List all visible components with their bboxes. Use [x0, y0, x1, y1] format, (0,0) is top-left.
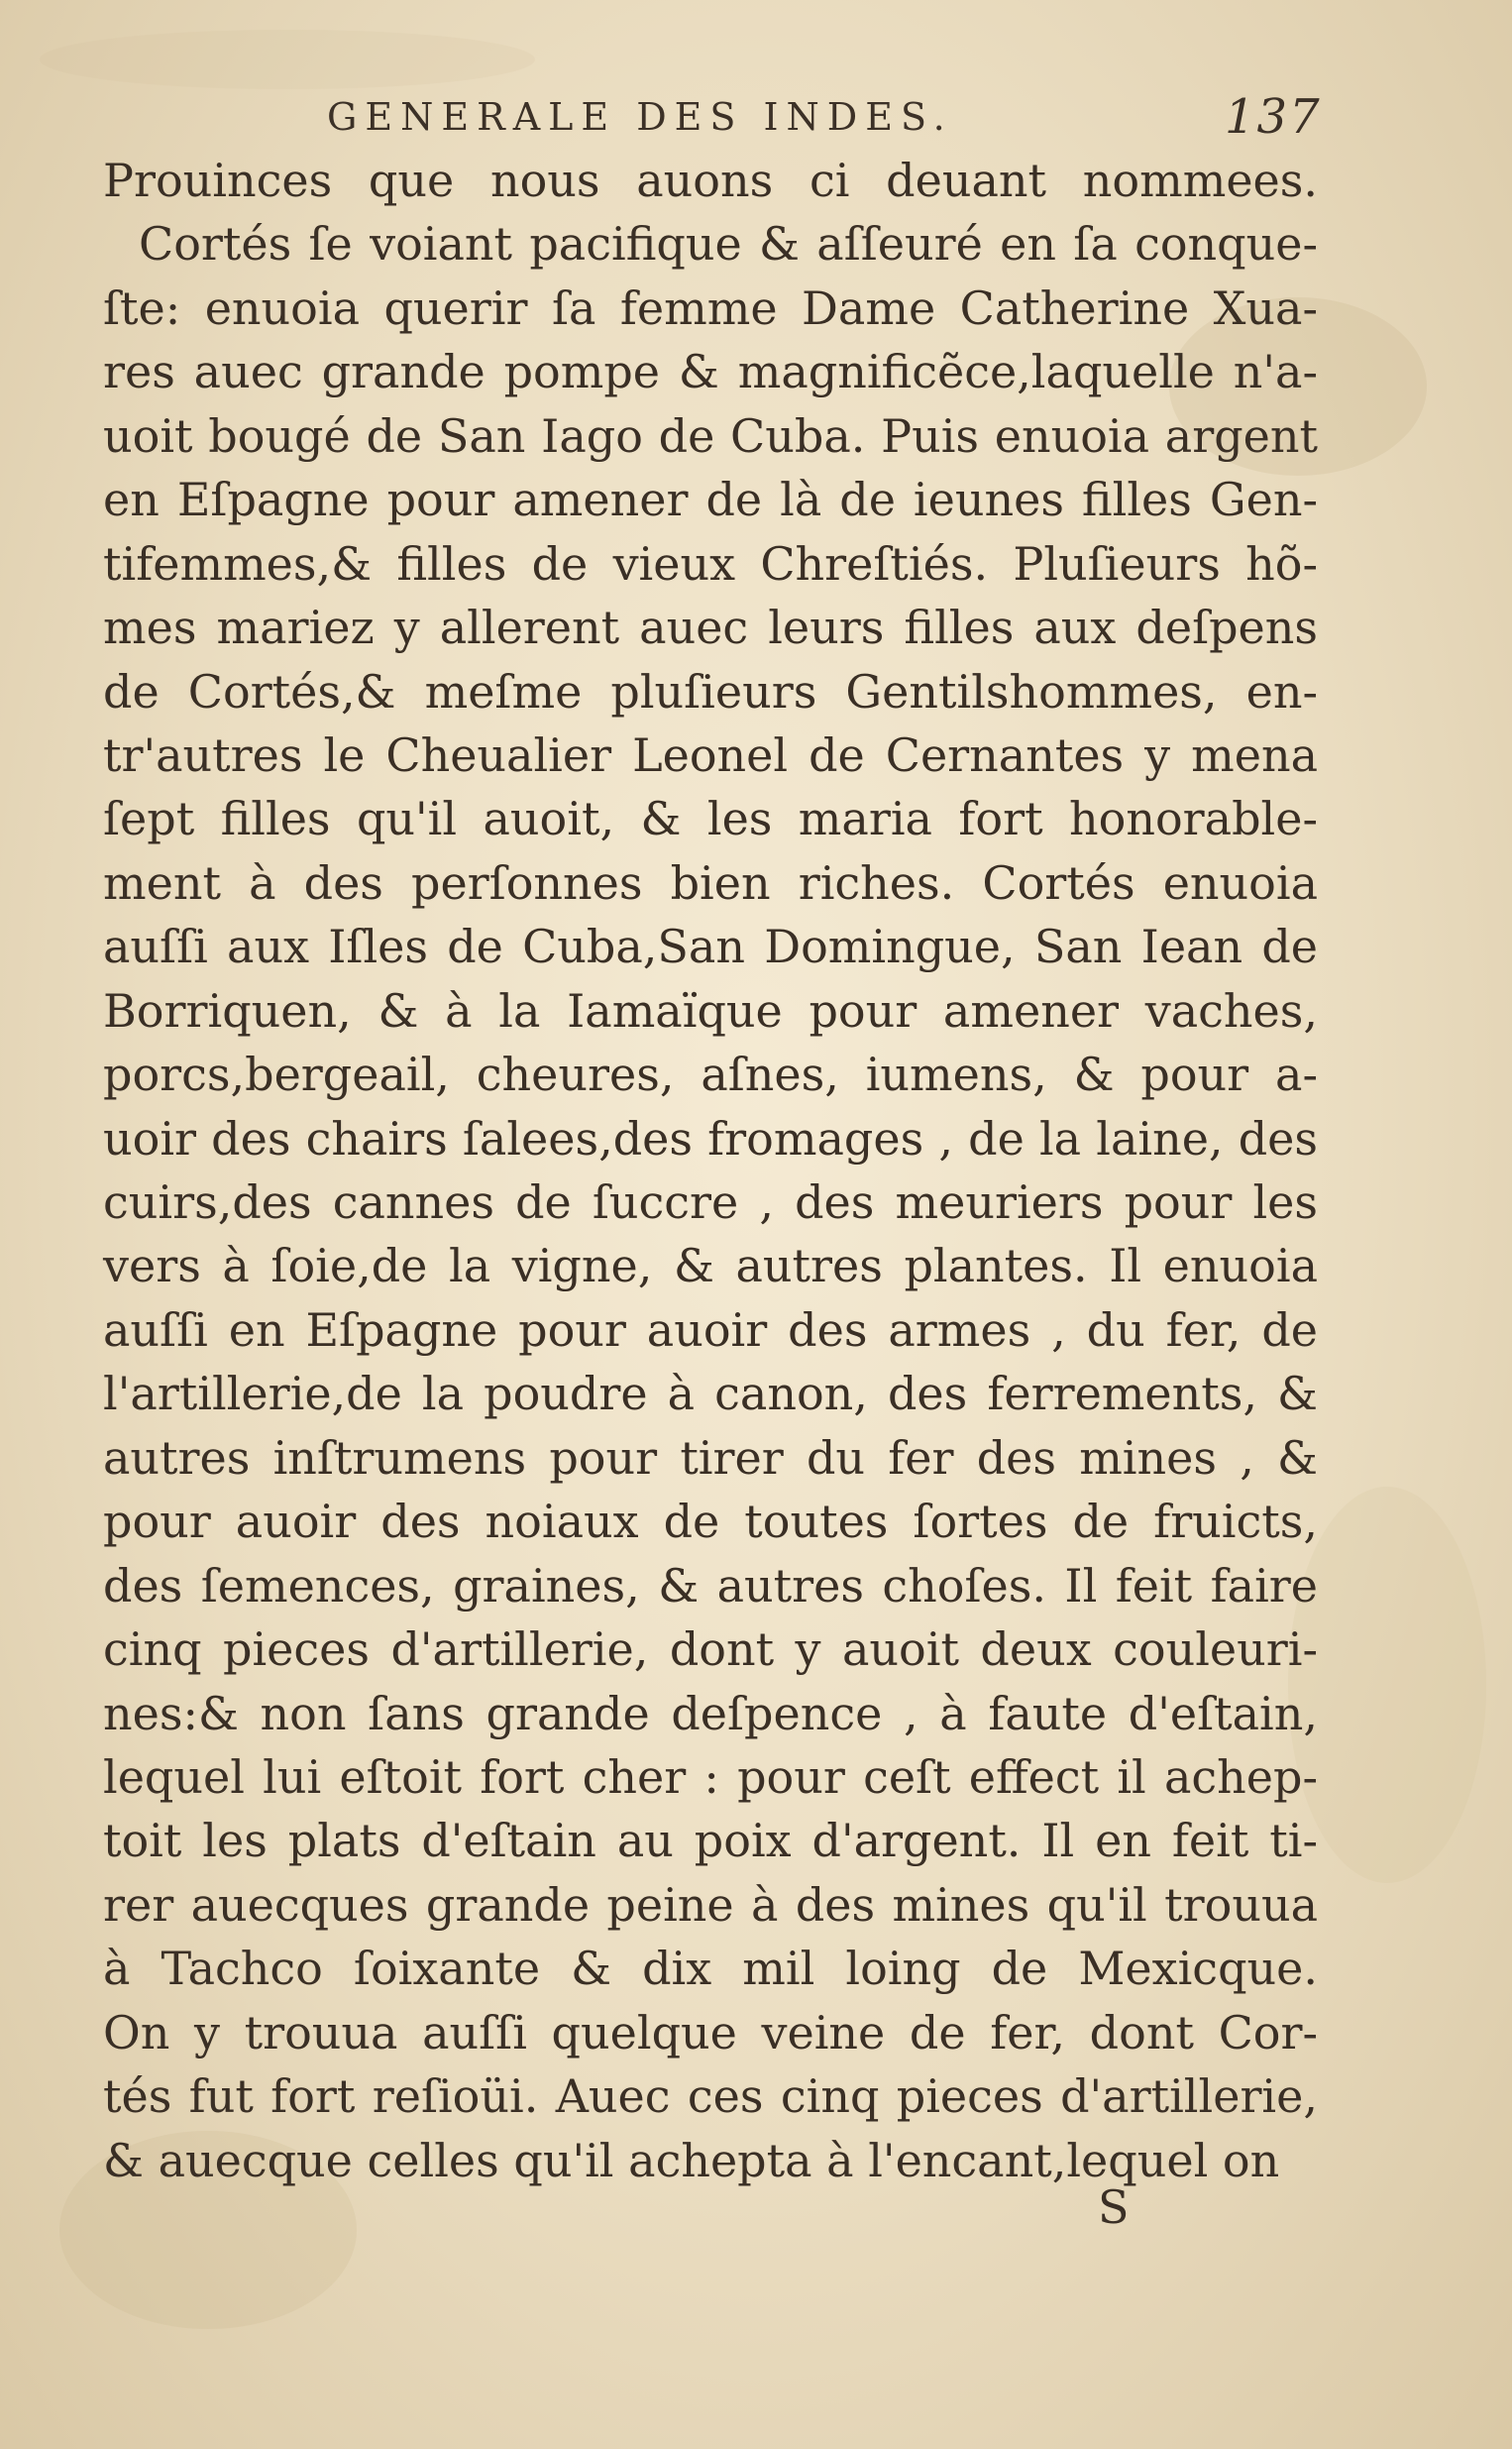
text-line: On y trouua auſſi quelque veine de fer, dont Cor- — [103, 2005, 1318, 2059]
paper-stain — [40, 30, 535, 89]
text-line: des ſemences, graines, & autres choſes. Il feit faire — [103, 1558, 1318, 1613]
text-line: Borriquen, & à la Iamaïque pour amener vaches, — [103, 983, 1318, 1038]
text-line: rer auecques grande peine à des mines qu'il trouua — [103, 1877, 1318, 1932]
text-line: Cortés ſe voiant pacifique & aſſeuré en ſa conque- — [139, 217, 1318, 272]
text-line: cinq pieces d'artillerie, dont y auoit deux couleuri- — [103, 1622, 1318, 1677]
text-line: pour auoir des noiaux de toutes ſortes de fruicts, — [103, 1495, 1318, 1549]
text-line: ment à des perſonnes bien riches. Cortés enuoia — [103, 855, 1318, 910]
text-line: Prouinces que nous auons ci deuant nommees. — [103, 154, 1318, 207]
text-line: res auec grande pompe & magnificẽce,laquelle n'a- — [103, 345, 1318, 399]
text-line: uoir des chairs ſalees,des fromages , de la laine, des — [103, 1111, 1318, 1166]
text-line: tr'autres le Cheualier Leonel de Cernantes y mena — [103, 727, 1318, 782]
text-line: lequel lui eſtoit fort cher : pour ceſt effect il achep- — [103, 1749, 1318, 1804]
body-text — [103, 149, 1318, 2192]
text-line: nes:& non ſans grande deſpence , à faute d'eſtain, — [103, 1686, 1318, 1740]
text-line: uoit bougé de San Iago de Cuba. Puis enuoia argent — [103, 408, 1318, 463]
text-line: l'artillerie,de la poudre à canon, des ferrements, & — [103, 1367, 1318, 1421]
text-line: cuirs,des cannes de ſuccre , des meuriers pour les — [103, 1175, 1318, 1229]
text-line: autres inſtrumens pour tirer du fer des mines , & — [103, 1430, 1318, 1485]
signature-mark: S — [1098, 2180, 1130, 2234]
text-line: vers à ſoie,de la vigne, & autres plantes. Il enuoia — [103, 1239, 1318, 1293]
text-line: tés fut fort reſioüi. Auec ces cinq pieces d'artillerie, — [103, 2069, 1318, 2124]
text-line: ſept filles qu'il auoit, & les maria fort honorable- — [103, 792, 1318, 846]
text-line: toit les plats d'eſtain au poix d'argent. Il en feit ti- — [103, 1814, 1318, 1868]
paper-stain — [1288, 1487, 1486, 1883]
text-line: porcs,bergeail, cheures, aſnes, iumens, & pour a- — [103, 1048, 1318, 1102]
text-line: mes mariez y allerent auec leurs filles aux deſpens — [103, 601, 1318, 655]
text-line: auſſi en Eſpagne pour auoir des armes , du fer, de — [103, 1302, 1318, 1357]
text-line: de Cortés,& meſme pluſieurs Gentilshommes, en- — [103, 664, 1318, 719]
text-line: tifemmes,& filles de vieux Chreſtiés. Pluſieurs hõ- — [103, 536, 1318, 591]
text-line: à Tachco ſoixante & dix mil loing de Mexicque. — [103, 1942, 1318, 1996]
page-number: 137 — [1225, 89, 1322, 145]
text-line: & auecque celles qu'il achepta à l'encant,lequel on — [103, 2133, 1280, 2187]
text-line: auſſi aux Iſles de Cuba,San Domingue, San Iean de — [103, 920, 1318, 974]
text-line: en Eſpagne pour amener de là de ieunes filles Gen- — [103, 473, 1318, 527]
running-head: GENERALE DES INDES. — [327, 95, 953, 139]
text-line: ſte: enuoia querir ſa femme Dame Catherine Xua- — [103, 280, 1318, 335]
